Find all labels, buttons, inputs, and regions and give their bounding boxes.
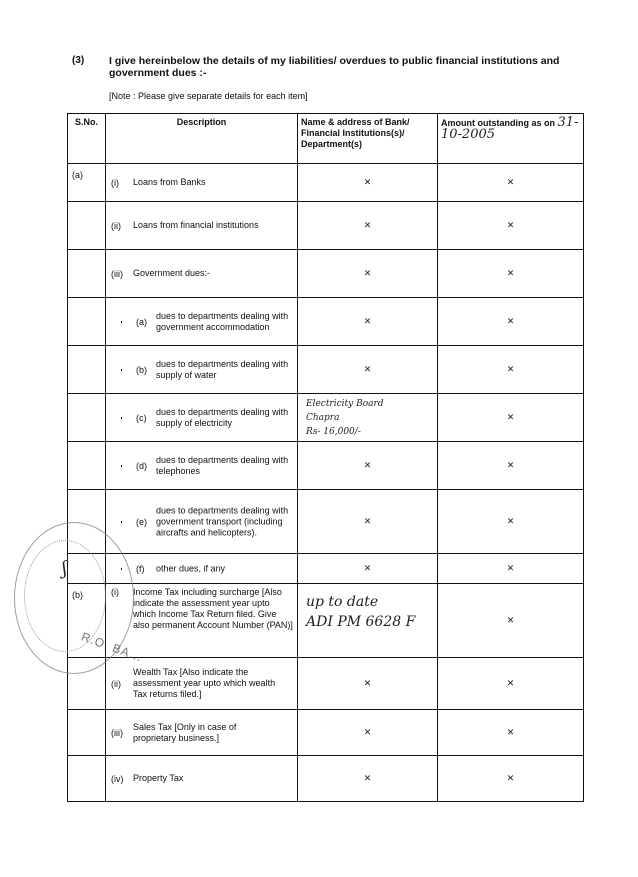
bank-handwritten-entry: up to date ADI PM 6628 F (298, 584, 438, 658)
bank-cross-mark: ✕ (298, 346, 438, 394)
table-row (68, 164, 584, 202)
bank-cross-mark: ✕ (298, 490, 438, 554)
table-row (68, 442, 584, 490)
amount-cross-mark: ✕ (438, 202, 584, 250)
amount-cross-mark: ✕ (438, 298, 584, 346)
row-description: (i) Loans from Banks (106, 164, 298, 202)
row-sno (68, 490, 106, 554)
row-sno (68, 554, 106, 584)
row-sno: (a) (68, 164, 106, 202)
row-sno (68, 250, 106, 298)
table-row (68, 710, 584, 756)
amount-cross-mark: ✕ (438, 710, 584, 756)
bank-cross-mark: ✕ (298, 298, 438, 346)
table-row (68, 346, 584, 394)
bank-cross-mark: ✕ (298, 554, 438, 584)
section-heading: I give hereinbelow the details of my liabilities/ overdues to public financial institutions and government dues :- (109, 55, 560, 79)
section-number: (3) (72, 55, 85, 66)
bank-handwritten-entry: Electricity Board Chapra Rs- 16,000/- (298, 394, 438, 442)
amount-cross-mark: ✕ (438, 394, 584, 442)
row-sno: (b) (68, 584, 106, 658)
row-description: (f) other dues, if any (106, 554, 298, 584)
bank-cross-mark: ✕ (298, 202, 438, 250)
col-bank: Name & address of Bank/ Financial Institutions(s)/ Department(s) (298, 114, 438, 164)
col-sno: S.No. (68, 114, 106, 164)
row-sno (68, 202, 106, 250)
bank-cross-mark: ✕ (298, 442, 438, 490)
table-row (68, 394, 584, 442)
row-description: (iv) Property Tax (106, 756, 298, 802)
row-sno (68, 394, 106, 442)
row-description: (ii) Loans from financial institutions (106, 202, 298, 250)
bank-cross-mark: ✕ (298, 164, 438, 202)
table-row (68, 490, 584, 554)
row-sno (68, 442, 106, 490)
row-description: (a) dues to departments dealing with government accommodation (106, 298, 298, 346)
amount-cross-mark: ✕ (438, 490, 584, 554)
amount-cross-mark: ✕ (438, 250, 584, 298)
col-amount-label: Amount outstanding as on (441, 118, 555, 128)
amount-cross-mark: ✕ (438, 442, 584, 490)
row-sno (68, 756, 106, 802)
row-description: (d) dues to departments dealing with telephones (106, 442, 298, 490)
table-row (68, 202, 584, 250)
amount-cross-mark: ✕ (438, 164, 584, 202)
seal-text: R.O. BA... (79, 629, 145, 665)
amount-cross-mark: ✕ (438, 584, 584, 658)
col-description: Description (106, 114, 298, 164)
row-description: (b) dues to departments dealing with supply of water (106, 346, 298, 394)
row-description: (e) dues to departments dealing with government transport (including aircrafts and helicopters). (106, 490, 298, 554)
signature-mark: ʃ (60, 557, 69, 580)
row-description: (iii) Government dues:- (106, 250, 298, 298)
amount-cross-mark: ✕ (438, 554, 584, 584)
table-row (68, 298, 584, 346)
amount-cross-mark: ✕ (438, 346, 584, 394)
liabilities-table (67, 113, 584, 802)
table-row (68, 554, 584, 584)
table-header-row (68, 114, 584, 164)
table-row (68, 584, 584, 658)
row-description: (iii)Sales Tax [Only in case of proprietary business.] (106, 710, 298, 756)
amount-cross-mark: ✕ (438, 658, 584, 710)
table-row (68, 756, 584, 802)
amount-cross-mark: ✕ (438, 756, 584, 802)
row-description: (ii)Wealth Tax [Also indicate the assessment year upto which wealth Tax returns filed.] (106, 658, 298, 710)
table-row (68, 658, 584, 710)
bank-cross-mark: ✕ (298, 250, 438, 298)
row-description: (i) Income Tax including surcharge [Also indicate the assessment year upto which Income Tax Return filed. Give also permanent Account Number (PAN)] (106, 584, 298, 658)
bank-cross-mark: ✕ (298, 756, 438, 802)
row-sno (68, 658, 106, 710)
col-amount-date: 31-10-2005 (441, 115, 579, 142)
row-sno (68, 710, 106, 756)
col-amount (438, 114, 584, 164)
bank-cross-mark: ✕ (298, 710, 438, 756)
note: [Note : Please give separate details for each item] (109, 91, 308, 101)
bank-cross-mark: ✕ (298, 658, 438, 710)
row-sno (68, 346, 106, 394)
table-row (68, 250, 584, 298)
row-sno (68, 298, 106, 346)
row-description: (c) dues to departments dealing with supply of electricity (106, 394, 298, 442)
